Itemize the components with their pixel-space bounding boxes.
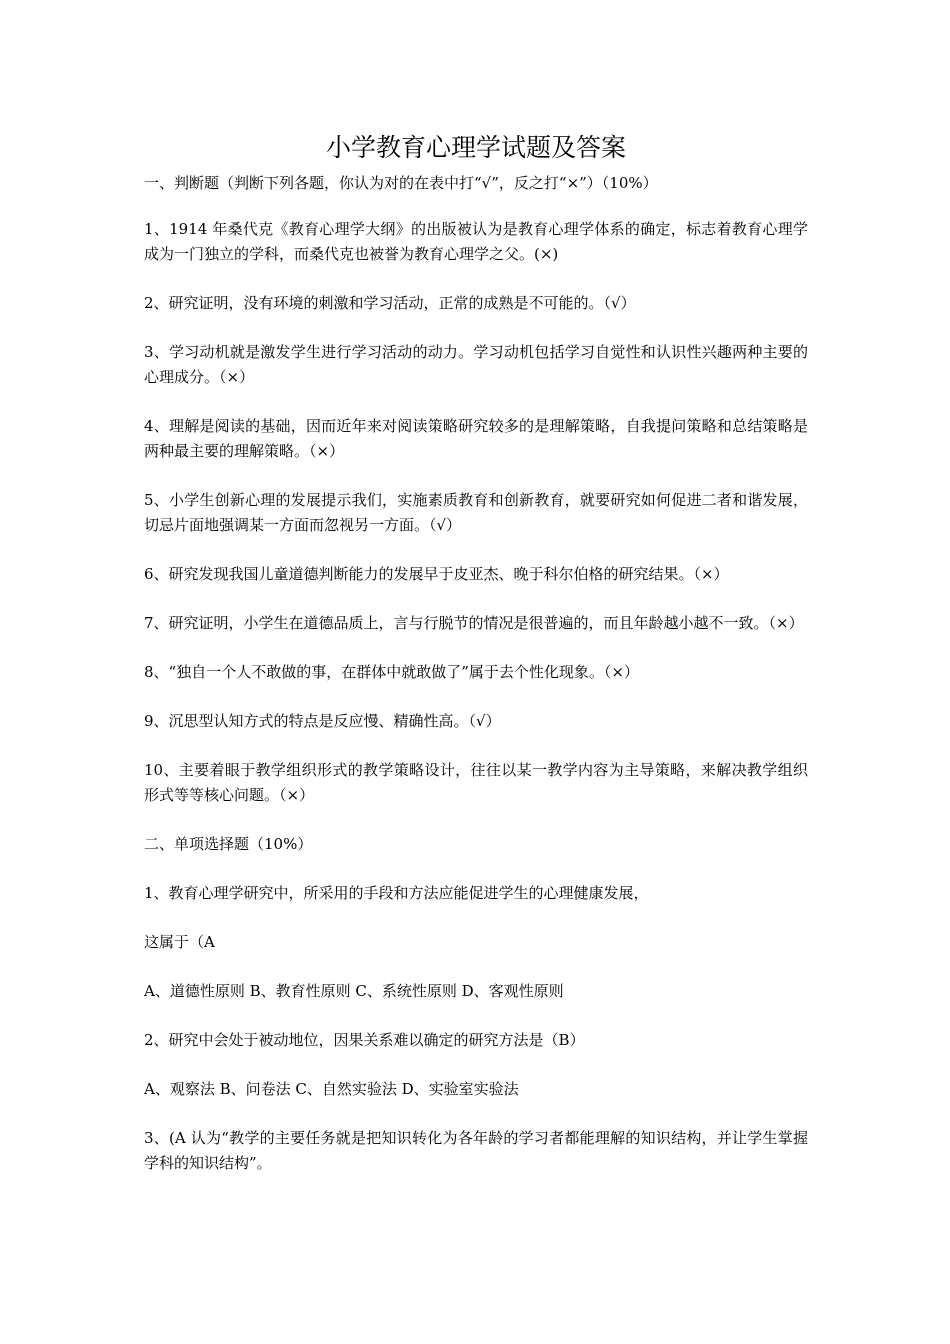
question-item: 2、研究中会处于被动地位，因果关系难以确定的研究方法是（B） xyxy=(144,1031,585,1049)
question-item: 1、1914 年桑代克《教育心理学大纲》的出版被认为是教育心理学体系的确定，标志着教育心理学成为一门独立的学科，而桑代克也被誉为教育心理学之父。(×) xyxy=(144,220,808,263)
document-title: 小学教育心理学试题及答案 xyxy=(325,133,626,162)
question-item: 7、研究证明，小学生在道德品质上，言与行脱节的情况是很普遍的，而且年龄越小越不一致。（×） xyxy=(144,614,804,632)
question-item: 3、(A 认为“教学的主要任务就是把知识转化为各年龄的学习者都能理解的知识结构，并让学生掌握学科的知识结构”。 xyxy=(144,1129,808,1172)
question-item: 8、“独自一个人不敢做的事，在群体中就敢做了”属于去个性化现象。（×） xyxy=(144,663,639,681)
question-item: 4、理解是阅读的基础，因而近年来对阅读策略研究较多的是理解策略，自我提问策略和总结策略是两种最主要的理解策略。（×） xyxy=(144,417,808,460)
question-item: 这属于（A xyxy=(144,933,215,951)
question-item: 2、研究证明，没有环境的刺激和学习活动，正常的成熟是不可能的。（√） xyxy=(144,294,636,312)
question-item: 5、小学生创新心理的发展提示我们，实施素质教育和创新教育，就要研究如何促进二者和谐发展，切忌片面地强调某一方面而忽视另一方面。（√） xyxy=(144,491,808,534)
question-item: 10、主要着眼于教学组织形式的教学策略设计，往往以某一教学内容为主导策略，来解决教学组织形式等等核心问题。（×） xyxy=(144,761,808,804)
answer-options: A、观察法 B、问卷法 C、自然实验法 D、实验室实验法 xyxy=(144,1080,519,1098)
answer-options: A、道德性原则 B、教育性原则 C、系统性原则 D、客观性原则 xyxy=(144,982,564,1000)
question-item: 6、研究发现我国儿童道德判断能力的发展早于皮亚杰、晚于科尔伯格的研究结果。（×） xyxy=(144,565,729,583)
question-item: 1、教育心理学研究中，所采用的手段和方法应能促进学生的心理健康发展， xyxy=(144,884,649,902)
section-heading-true-false: 一、判断题（判断下列各题，你认为对的在表中打“√”，反之打“×”）（10%） xyxy=(144,174,658,192)
question-item: 3、学习动机就是激发学生进行学习活动的动力。学习动机包括学习自觉性和认识性兴趣两种主要的心理成分。（×） xyxy=(144,343,808,386)
section-heading-multiple-choice: 二、单项选择题（10%） xyxy=(144,835,313,853)
question-item: 9、沉思型认知方式的特点是反应慢、精确性高。（√） xyxy=(144,712,501,730)
